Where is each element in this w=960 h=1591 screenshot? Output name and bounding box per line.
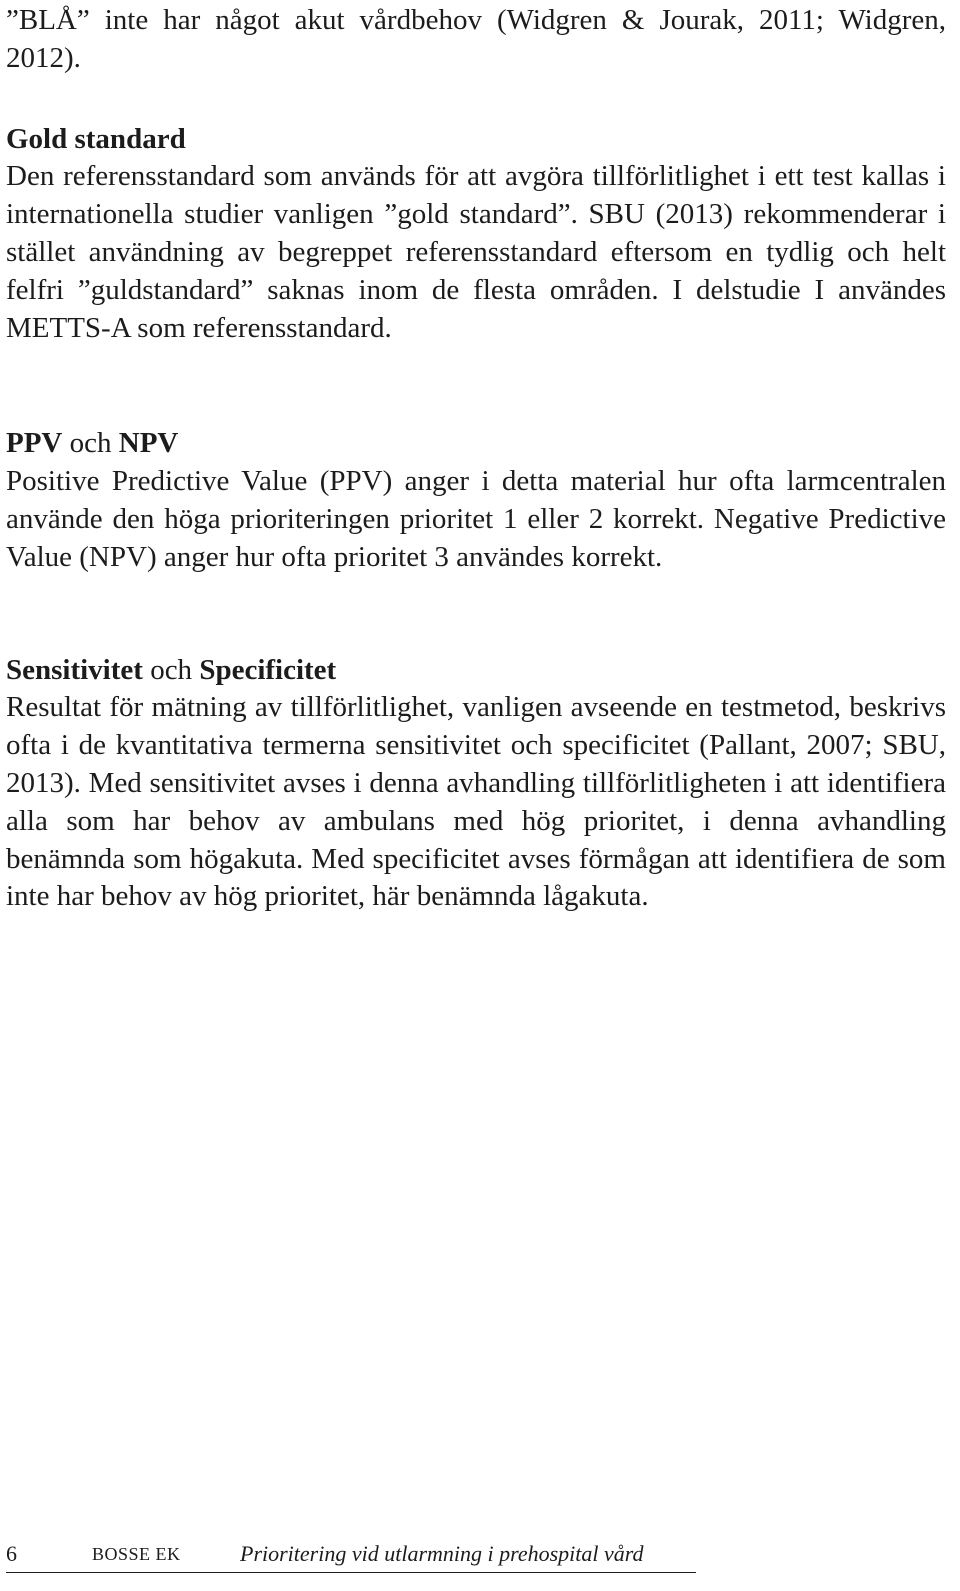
heading-term-npv: NPV: [118, 427, 179, 460]
heading-joiner: och: [62, 427, 119, 460]
intro-paragraph: ”BLÅ” inte har något akut vårdbehov (Widgren & Jourak, 2011; Widgren, 2012).: [6, 4, 946, 74]
section-heading-gold-standard: [6, 121, 946, 159]
page-footer: [6, 1534, 946, 1574]
section-body-gold-standard: Den referensstandard som används för att avgöra tillförlitlighet i ett test kallas i internationella studier vanligen ”gold standard”. SBU (2013) rekommenderar i stället användning av begreppet referensstandard eftersom en tydlig och helt felfri ”guldstandard” saknas inom de flesta områden. I delstudie I användes METTS-A som referensstandard.: [6, 160, 946, 344]
heading-term-sensitivity: Sensitivitet: [6, 653, 143, 686]
section-ppv-npv: [6, 425, 946, 576]
section-body-sensitivity-specificity: Resultat för mätning av tillförlitlighet, vanligen avseende en testmetod, beskrivs ofta i de kvantitativa termerna sensitivitet och specificitet (Pallant, 2007; SBU, 2013). Med sensitivitet avses i denna avhandling tillförlitligheten i att identifiera alla som har behov av ambulans med hög prioritet, i denna avhandling benämnda som högakuta. Med specificitet avses förmågan att identifiera de som inte har behov av hög prioritet, här benämnda lågakuta.: [6, 691, 946, 913]
heading-term: Gold standard: [6, 122, 186, 155]
footer-rule: [6, 1572, 696, 1573]
heading-term-specificity: Specificitet: [199, 653, 337, 686]
page-body: [6, 0, 946, 916]
heading-joiner: och: [142, 653, 200, 686]
section-gold-standard: [6, 121, 946, 348]
section-heading-ppv-npv: [6, 425, 946, 463]
footer-author: BOSSE EK: [92, 1544, 181, 1564]
page-number: 6: [6, 1541, 17, 1566]
heading-term-ppv: PPV: [6, 427, 63, 460]
section-heading-sensitivity-specificity: [6, 652, 946, 690]
section-body-ppv-npv: Positive Predictive Value (PPV) anger i detta material hur ofta larmcentralen använde den höga prioriteringen prioritet 1 eller 2 korrekt. Negative Predictive Value (NPV) anger hur ofta prioritet 3 användes korrekt.: [6, 465, 946, 573]
footer-book-title: Prioritering vid utlarmning i prehospital vård: [240, 1541, 644, 1566]
section-sensitivity-specificity: [6, 652, 946, 917]
